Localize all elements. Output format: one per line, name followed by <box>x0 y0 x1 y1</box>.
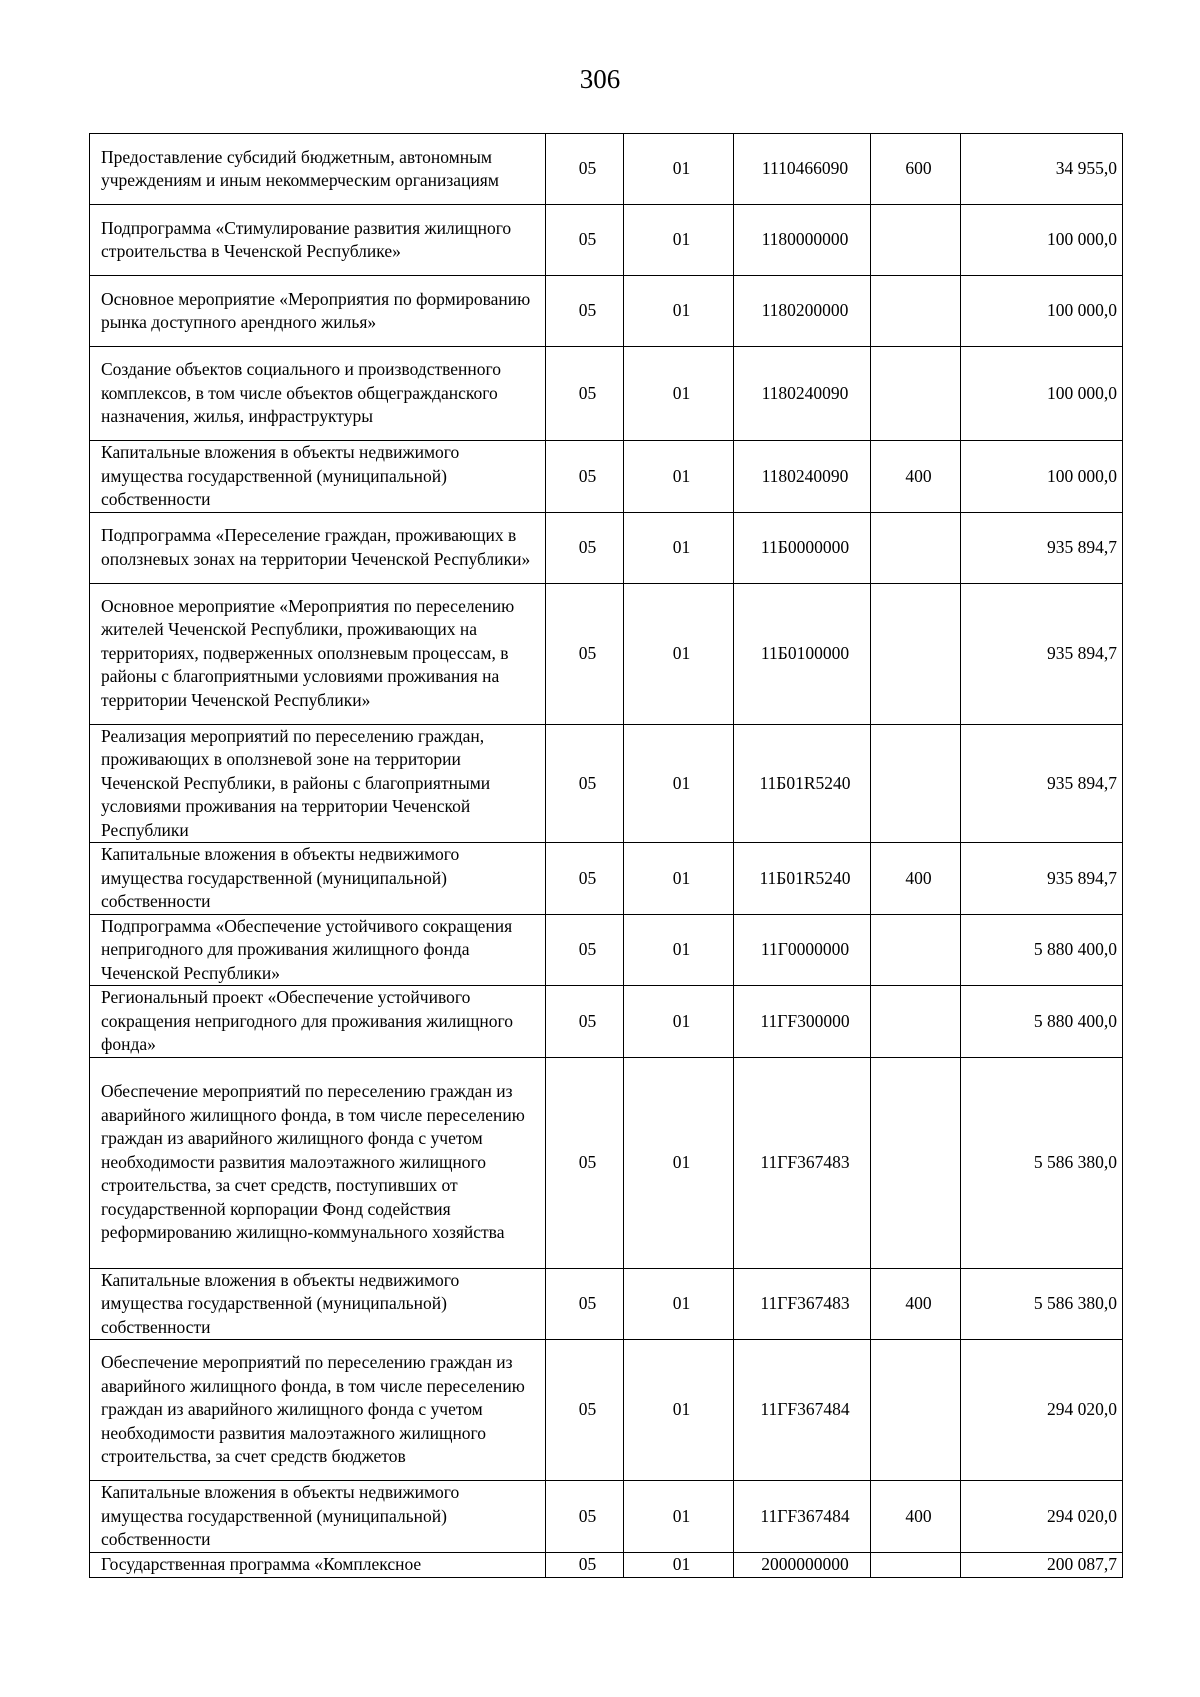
row-target: 11ГF367484 <box>734 1340 871 1481</box>
row-subsection: 01 <box>624 1268 734 1340</box>
row-amount: 5 880 400,0 <box>961 986 1123 1058</box>
row-name: Создание объектов социального и производственного комплексов, в том числе объектов общегражданского назначения, жилья, инфраструктуры <box>90 347 546 441</box>
row-subsection: 01 <box>624 134 734 205</box>
row-amount: 100 000,0 <box>961 276 1123 347</box>
table-row <box>90 843 1123 915</box>
row-section: 05 <box>546 1340 624 1481</box>
row-section: 05 <box>546 724 624 843</box>
table-row <box>90 986 1123 1058</box>
row-expense-type <box>871 724 961 843</box>
row-amount: 935 894,7 <box>961 724 1123 843</box>
row-target: 2000000000 <box>734 1552 871 1577</box>
row-target: 11ГF300000 <box>734 986 871 1058</box>
row-section: 05 <box>546 986 624 1058</box>
row-subsection: 01 <box>624 205 734 276</box>
row-amount: 100 000,0 <box>961 205 1123 276</box>
row-subsection: 01 <box>624 1057 734 1268</box>
row-name: Капитальные вложения в объекты недвижимого имущества государственной (муниципальной) собственности <box>90 1481 546 1553</box>
row-subsection: 01 <box>624 1552 734 1577</box>
row-subsection: 01 <box>624 1340 734 1481</box>
row-section: 05 <box>546 512 624 583</box>
row-subsection: 01 <box>624 276 734 347</box>
table-row <box>90 441 1123 513</box>
row-name: Подпрограмма «Стимулирование развития жилищного строительства в Чеченской Республике» <box>90 205 546 276</box>
row-subsection: 01 <box>624 512 734 583</box>
row-expense-type <box>871 583 961 724</box>
row-name: Основное мероприятие «Мероприятия по переселению жителей Чеченской Республики, проживающих на территориях, подверженных оползневым процессам, в районы с благоприятными условиями проживания на территории Чеченской Республики» <box>90 583 546 724</box>
row-target: 11Б01R5240 <box>734 724 871 843</box>
row-amount: 294 020,0 <box>961 1481 1123 1553</box>
row-target: 11Б01R5240 <box>734 843 871 915</box>
row-amount: 935 894,7 <box>961 512 1123 583</box>
row-expense-type <box>871 347 961 441</box>
table-row <box>90 1552 1123 1577</box>
table-row <box>90 583 1123 724</box>
table-row <box>90 205 1123 276</box>
row-subsection: 01 <box>624 724 734 843</box>
row-section: 05 <box>546 441 624 513</box>
row-name: Обеспечение мероприятий по переселению граждан из аварийного жилищного фонда, в том числе переселению граждан из аварийного жилищного фонда с учетом необходимости развития малоэтажного жилищного строительства, за счет средств бюджетов <box>90 1340 546 1481</box>
row-section: 05 <box>546 1057 624 1268</box>
table-row <box>90 512 1123 583</box>
row-subsection: 01 <box>624 441 734 513</box>
row-amount: 100 000,0 <box>961 347 1123 441</box>
row-amount: 5 586 380,0 <box>961 1057 1123 1268</box>
row-target: 1180240090 <box>734 347 871 441</box>
row-amount: 294 020,0 <box>961 1340 1123 1481</box>
row-target: 11Б0000000 <box>734 512 871 583</box>
row-expense-type <box>871 1552 961 1577</box>
row-target: 1180000000 <box>734 205 871 276</box>
row-name: Капитальные вложения в объекты недвижимого имущества государственной (муниципальной) собственности <box>90 441 546 513</box>
row-subsection: 01 <box>624 843 734 915</box>
row-expense-type <box>871 1057 961 1268</box>
row-amount: 34 955,0 <box>961 134 1123 205</box>
row-subsection: 01 <box>624 914 734 986</box>
row-subsection: 01 <box>624 1481 734 1553</box>
page-number: 306 <box>579 64 621 94</box>
row-name: Обеспечение мероприятий по переселению граждан из аварийного жилищного фонда, в том числе переселению граждан из аварийного жилищного фонда с учетом необходимости развития малоэтажного жилищного строительства, за счет средств, поступивших от государственной корпорации Фонд содействия реформированию жилищно-коммунального хозяйства <box>90 1057 546 1268</box>
row-expense-type: 400 <box>871 1481 961 1553</box>
row-name: Региональный проект «Обеспечение устойчивого сокращения непригодного для проживания жилищного фонда» <box>90 986 546 1058</box>
row-section: 05 <box>546 276 624 347</box>
row-expense-type: 400 <box>871 1268 961 1340</box>
row-expense-type <box>871 1340 961 1481</box>
table-row <box>90 1268 1123 1340</box>
row-expense-type: 400 <box>871 843 961 915</box>
row-section: 05 <box>546 347 624 441</box>
row-expense-type <box>871 986 961 1058</box>
row-section: 05 <box>546 134 624 205</box>
row-section: 05 <box>546 1481 624 1553</box>
row-subsection: 01 <box>624 347 734 441</box>
table-row <box>90 914 1123 986</box>
table-row <box>90 1057 1123 1268</box>
row-section: 05 <box>546 914 624 986</box>
row-amount: 5 586 380,0 <box>961 1268 1123 1340</box>
row-section: 05 <box>546 583 624 724</box>
row-name: Основное мероприятие «Мероприятия по формированию рынка доступного арендного жилья» <box>90 276 546 347</box>
row-amount: 935 894,7 <box>961 843 1123 915</box>
row-target: 1180200000 <box>734 276 871 347</box>
row-amount: 5 880 400,0 <box>961 914 1123 986</box>
row-target: 11ГF367484 <box>734 1481 871 1553</box>
row-name: Реализация мероприятий по переселению граждан, проживающих в оползневой зоне на территории Чеченской Республики, в районы с благоприятными условиями проживания на территории Чеченской Республики <box>90 724 546 843</box>
row-target: 1180240090 <box>734 441 871 513</box>
row-subsection: 01 <box>624 986 734 1058</box>
row-target: 11Б0100000 <box>734 583 871 724</box>
row-amount: 935 894,7 <box>961 583 1123 724</box>
row-expense-type <box>871 914 961 986</box>
row-expense-type <box>871 276 961 347</box>
row-name: Капитальные вложения в объекты недвижимого имущества государственной (муниципальной) собственности <box>90 1268 546 1340</box>
row-section: 05 <box>546 205 624 276</box>
table-row <box>90 1340 1123 1481</box>
table-row <box>90 276 1123 347</box>
table-row <box>90 724 1123 843</box>
row-name: Капитальные вложения в объекты недвижимого имущества государственной (муниципальной) собственности <box>90 843 546 915</box>
row-expense-type: 400 <box>871 441 961 513</box>
table-row <box>90 347 1123 441</box>
row-amount: 200 087,7 <box>961 1552 1123 1577</box>
row-expense-type: 600 <box>871 134 961 205</box>
table-row <box>90 1481 1123 1553</box>
row-name: Государственная программа «Комплексное <box>90 1552 546 1577</box>
row-expense-type <box>871 205 961 276</box>
row-subsection: 01 <box>624 583 734 724</box>
budget-table <box>89 133 1123 1578</box>
row-target: 11ГF367483 <box>734 1268 871 1340</box>
row-target: 11ГF367483 <box>734 1057 871 1268</box>
row-name: Подпрограмма «Переселение граждан, проживающих в оползневых зонах на территории Чеченской Республики» <box>90 512 546 583</box>
row-section: 05 <box>546 1552 624 1577</box>
row-amount: 100 000,0 <box>961 441 1123 513</box>
row-expense-type <box>871 512 961 583</box>
row-section: 05 <box>546 843 624 915</box>
row-target: 1110466090 <box>734 134 871 205</box>
row-section: 05 <box>546 1268 624 1340</box>
row-name: Подпрограмма «Обеспечение устойчивого сокращения непригодного для проживания жилищного фонда Чеченской Республики» <box>90 914 546 986</box>
row-target: 11Г0000000 <box>734 914 871 986</box>
table-row <box>90 134 1123 205</box>
row-name: Предоставление субсидий бюджетным, автономным учреждениям и иным некоммерческим организациям <box>90 134 546 205</box>
